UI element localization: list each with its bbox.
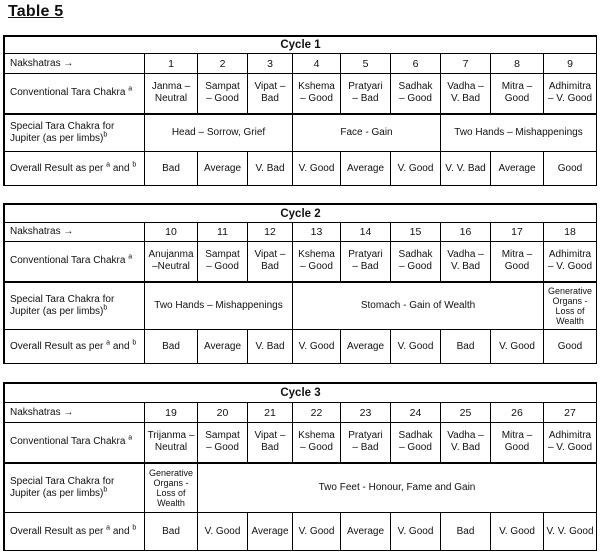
nakshatra-num: 23 (341, 403, 391, 423)
tara-cell: Sampat – Good (198, 74, 248, 114)
nakshatra-num: 19 (145, 403, 198, 423)
overall-cell: Bad (145, 513, 198, 551)
tara-cell: Kshema – Good (293, 423, 341, 463)
special-cell: Generative Organs - Loss of Wealth (544, 282, 597, 330)
conventional-label: Conventional Tara Chakra $^a$ (5, 74, 145, 114)
tara-cell: Sampat – Good (198, 242, 248, 282)
conventional-label: Conventional Tara Chakra $^a$ (5, 242, 145, 282)
conventional-row (5, 74, 597, 114)
overall-cell: Average (341, 152, 391, 186)
tara-cell: Sadhak – Good (391, 242, 441, 282)
overall-label: Overall Result as per $^a$ and $^b$ (5, 513, 145, 551)
conventional-label: Conventional Tara Chakra $^a$ (5, 423, 145, 463)
nakshatras-row (5, 403, 597, 423)
tara-cell: Anujanma –Neutral (145, 242, 198, 282)
overall-cell: V. Good (293, 152, 341, 186)
special-cell: Stomach - Gain of Wealth (293, 282, 544, 330)
tara-cell: Janma – Neutral (145, 74, 198, 114)
overall-cell: V. Good (293, 330, 341, 364)
overall-cell: V. V. Good (544, 513, 597, 551)
overall-row (5, 330, 597, 364)
nakshatra-num: 12 (248, 223, 293, 242)
conventional-row (5, 423, 597, 463)
overall-cell: V. Good (491, 513, 544, 551)
tara-cell: Vipat – Bad (248, 423, 293, 463)
nakshatra-num: 14 (341, 223, 391, 242)
special-label: Special Tara Chakra for Jupiter (as per limbs)$^b$ (5, 463, 145, 513)
overall-cell: Good (544, 152, 597, 186)
nakshatra-num: 15 (391, 223, 441, 242)
overall-cell: Average (491, 152, 544, 186)
conventional-row (5, 242, 597, 282)
special-cell: Two Hands – Mishappenings (145, 282, 293, 330)
overall-cell: V. Bad (248, 330, 293, 364)
cycle-heading: Cycle 2 (5, 205, 597, 223)
nakshatras-label: Nakshatras → (5, 54, 145, 74)
overall-row (5, 152, 597, 186)
overall-cell: Bad (441, 330, 491, 364)
overall-cell: V. Good (391, 152, 441, 186)
overall-cell: V. Good (491, 330, 544, 364)
tara-cell: Sampat – Good (198, 423, 248, 463)
nakshatra-num: 11 (198, 223, 248, 242)
overall-cell: V. Bad (248, 152, 293, 186)
overall-cell: Average (198, 152, 248, 186)
tara-cell: Adhimitra – V. Good (544, 242, 597, 282)
overall-cell: V. V. Bad (441, 152, 491, 186)
nakshatra-num: 3 (248, 54, 293, 74)
tara-cell: Pratyari – Bad (341, 423, 391, 463)
special-label: Special Tara Chakra for Jupiter (as per limbs)$^b$ (5, 114, 145, 152)
tara-cell: Mitra – Good (491, 242, 544, 282)
special-cell: Face - Gain (293, 114, 441, 152)
overall-cell: Average (341, 330, 391, 364)
overall-label: Overall Result as per $^a$ and $^b$ (5, 152, 145, 186)
special-cell: Generative Organs - Loss of Wealth (145, 463, 198, 513)
nakshatra-num: 8 (491, 54, 544, 74)
overall-cell: Good (544, 330, 597, 364)
tara-cell: Vipat – Bad (248, 74, 293, 114)
nakshatra-num: 16 (441, 223, 491, 242)
special-row (5, 282, 597, 330)
overall-cell: Average (341, 513, 391, 551)
overall-label: Overall Result as per $^a$ and $^b$ (5, 330, 145, 364)
tara-cell: Vadha – V. Bad (441, 74, 491, 114)
overall-cell: Bad (145, 152, 198, 186)
nakshatra-num: 6 (391, 54, 441, 74)
nakshatras-row (5, 54, 597, 74)
table-title: Table 5 (8, 3, 64, 20)
nakshatra-num: 24 (391, 403, 441, 423)
tara-cell: Pratyari – Bad (341, 74, 391, 114)
tara-cell: Pratyari – Bad (341, 242, 391, 282)
overall-cell: Average (248, 513, 293, 551)
overall-row (5, 513, 597, 551)
special-row (5, 114, 597, 152)
tara-cell: Sadhak – Good (391, 423, 441, 463)
nakshatra-num: 26 (491, 403, 544, 423)
nakshatras-label: Nakshatras → (5, 403, 145, 423)
overall-cell: Bad (145, 330, 198, 364)
overall-cell: V. Good (391, 513, 441, 551)
overall-cell: V. Good (293, 513, 341, 551)
nakshatra-num: 22 (293, 403, 341, 423)
cycle-heading: Cycle 3 (5, 384, 597, 403)
overall-cell: V. Good (198, 513, 248, 551)
nakshatra-num: 2 (198, 54, 248, 74)
nakshatra-num: 20 (198, 403, 248, 423)
nakshatra-num: 27 (544, 403, 597, 423)
special-cell: Head – Sorrow, Grief (145, 114, 293, 152)
tara-cell: Sadhak – Good (391, 74, 441, 114)
tara-cell: Mitra – Good (491, 423, 544, 463)
overall-cell: V. Good (391, 330, 441, 364)
tara-cell: Trijanma – Neutral (145, 423, 198, 463)
nakshatra-num: 1 (145, 54, 198, 74)
nakshatra-num: 17 (491, 223, 544, 242)
cycle-3-table (4, 383, 597, 551)
nakshatras-row (5, 223, 597, 242)
tara-cell: Mitra – Good (491, 74, 544, 114)
nakshatra-num: 13 (293, 223, 341, 242)
nakshatra-num: 9 (544, 54, 597, 74)
cycle-2-table (4, 204, 597, 364)
nakshatra-num: 5 (341, 54, 391, 74)
special-cell: Two Hands – Mishappenings (441, 114, 597, 152)
nakshatra-num: 21 (248, 403, 293, 423)
special-cell: Two Feet - Honour, Fame and Gain (198, 463, 597, 513)
tara-cell: Adhimitra – V. Good (544, 423, 597, 463)
nakshatra-num: 25 (441, 403, 491, 423)
tara-cell: Kshema – Good (293, 242, 341, 282)
overall-cell: Average (198, 330, 248, 364)
nakshatra-num: 18 (544, 223, 597, 242)
cycle-2-block (3, 203, 597, 364)
nakshatras-label: Nakshatras → (5, 223, 145, 242)
nakshatra-num: 4 (293, 54, 341, 74)
cycle-3-block (3, 382, 597, 551)
tara-cell: Adhimitra – V. Good (544, 74, 597, 114)
cycle-1-table (4, 36, 597, 186)
special-label: Special Tara Chakra for Jupiter (as per limbs)$^b$ (5, 282, 145, 330)
tara-cell: Vadha – V. Bad (441, 423, 491, 463)
nakshatra-num: 10 (145, 223, 198, 242)
special-row (5, 463, 597, 513)
tara-cell: Vipat – Bad (248, 242, 293, 282)
cycle-heading: Cycle 1 (5, 37, 597, 54)
overall-cell: Bad (441, 513, 491, 551)
cycle-1-block (3, 35, 597, 186)
tara-cell: Vadha – V. Bad (441, 242, 491, 282)
tara-cell: Kshema – Good (293, 74, 341, 114)
nakshatra-num: 7 (441, 54, 491, 74)
